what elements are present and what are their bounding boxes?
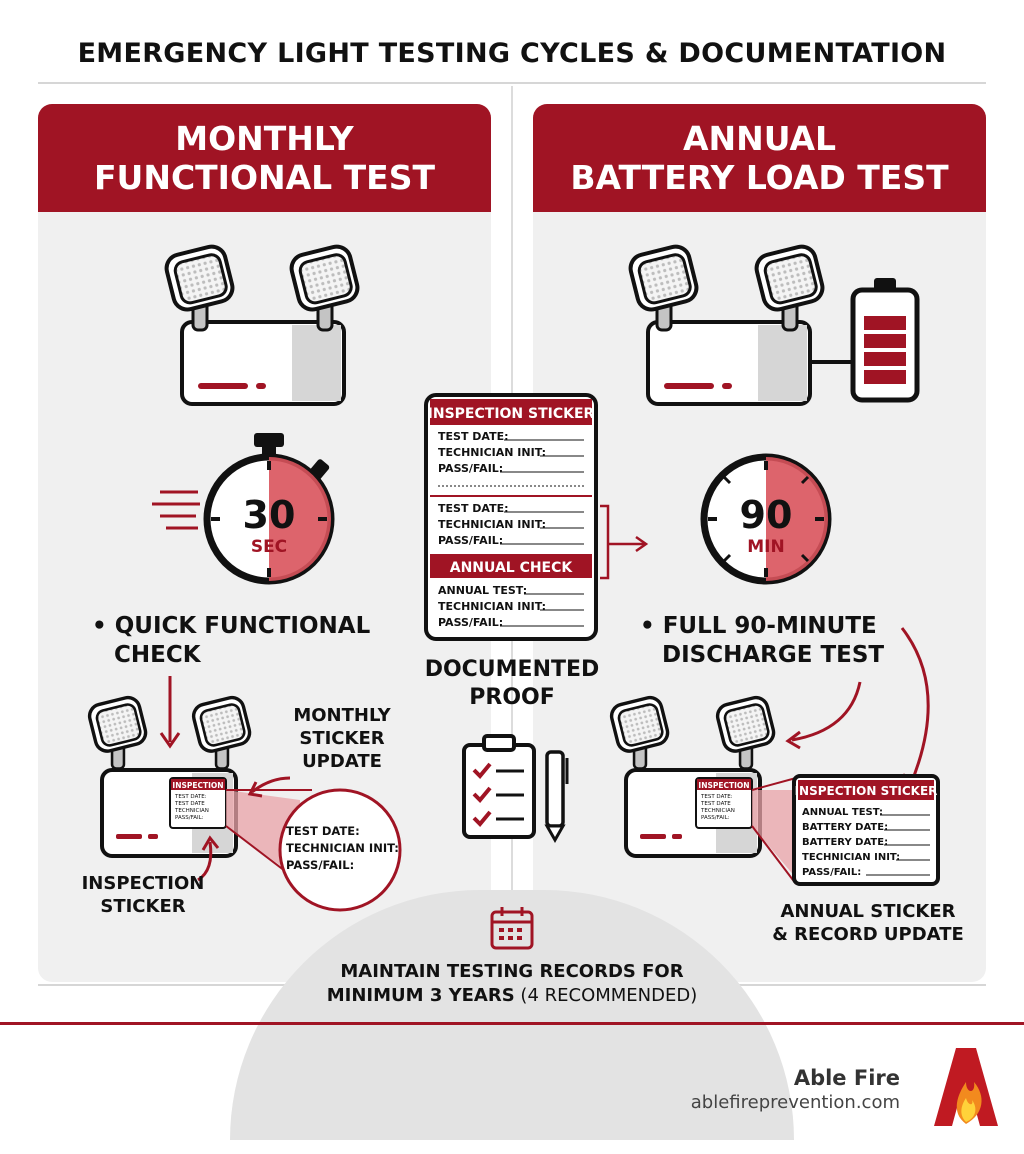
monthly-heading-line2: FUNCTIONAL TEST [93, 158, 436, 197]
annual-heading-line1: ANNUAL [682, 119, 837, 158]
monthly-mini-sticker-title: INSPECTION [172, 781, 224, 790]
center-sticker-line: TECHNICIAN INIT: [438, 446, 547, 459]
emergency-light-icon [164, 244, 361, 404]
brand-block [691, 1066, 900, 1113]
center-sticker-line: TECHNICIAN INIT: [438, 600, 547, 613]
page-title: EMERGENCY LIGHT TESTING CYCLES & DOCUMENTATION [77, 38, 947, 69]
center-sticker-line: TECHNICIAN INIT: [438, 518, 547, 531]
monthly-bullet-line1: QUICK FUNCTIONAL [114, 613, 371, 639]
center-sticker-line: TEST DATE: [438, 430, 509, 443]
documented-proof-label [412, 656, 612, 712]
brand-url[interactable]: ablefireprevention.com [690, 1092, 900, 1113]
annual-timer-value: 90 [739, 493, 793, 537]
documented-proof-line2: PROOF [469, 685, 555, 710]
records-line2-rest: (4 RECOMMENDED) [514, 985, 698, 1006]
center-sticker-line: TEST DATE: [438, 502, 509, 515]
annual-update-line2: & RECORD UPDATE [772, 924, 964, 945]
annual-bullet-line1: FULL 90-MINUTE [662, 613, 877, 639]
mini-sticker-line: TEST DATE [175, 801, 205, 807]
center-sticker-title: INSPECTION STICKER [427, 406, 595, 422]
monthly-heading-line1: MONTHLY [175, 119, 354, 158]
pen-icon [547, 752, 567, 840]
center-inspection-sticker [426, 395, 596, 639]
stopwatch-icon [152, 433, 331, 581]
update-label-line: STICKER [299, 728, 385, 749]
annual-inspection-sticker [794, 776, 938, 884]
mini-sticker-line: TECHNICIAN [175, 808, 209, 814]
annual-timer-unit: MIN [747, 537, 785, 557]
annual-bullet: • FULL 90-MINUTE DISCHARGE TEST [640, 613, 885, 668]
center-sticker-line: PASS/FAIL: [438, 616, 504, 629]
annual-big-sticker-title: INSPECTION STICKER [794, 784, 938, 798]
mini-sticker-line: TECHNICIAN [701, 808, 735, 814]
records-line2-bold: MINIMUM 3 YEARS [326, 985, 515, 1006]
update-label-line: UPDATE [302, 751, 382, 772]
monthly-timer-unit: SEC [250, 537, 288, 557]
annual-sticker-line: PASS/FAIL: [802, 867, 862, 878]
mini-sticker-line: PASS/FAIL: [175, 815, 204, 821]
sticker-label-line: INSPECTION [81, 873, 205, 894]
emergency-light-with-sticker-icon [609, 695, 776, 856]
stopwatch-icon [704, 457, 828, 581]
monthly-sticker-update-label [282, 704, 402, 773]
calendar-icon [492, 907, 532, 948]
annual-heading-line2: BATTERY LOAD TEST [570, 158, 949, 197]
brand-name: Able Fire [793, 1066, 900, 1090]
battery-icon [853, 278, 917, 400]
center-sticker-line: PASS/FAIL: [438, 534, 504, 547]
monthly-bullet-line2: CHECK [114, 642, 201, 668]
annual-bullet-line2: DISCHARGE TEST [662, 642, 885, 668]
annual-sticker-line: TECHNICIAN INIT: [802, 852, 901, 863]
inspection-sticker-label [70, 872, 216, 918]
annual-mini-sticker-title: INSPECTION [698, 781, 750, 790]
annual-update-line1: ANNUAL STICKER [780, 901, 956, 922]
monthly-timer-value: 30 [242, 493, 296, 537]
footer-divider [0, 1022, 1024, 1025]
records-retention-note [230, 960, 794, 1008]
zoom-line: PASS/FAIL: [286, 858, 355, 872]
center-sticker-line: ANNUAL TEST: [438, 584, 528, 597]
mini-sticker-line: PASS/FAIL: [701, 815, 730, 821]
clipboard-icon [464, 736, 534, 837]
update-label-line: MONTHLY [293, 705, 391, 726]
zoom-line: TEST DATE: [286, 824, 360, 838]
annual-sticker-line: BATTERY DATE: [802, 837, 889, 848]
annual-sticker-line: BATTERY DATE: [802, 822, 889, 833]
mini-sticker-line: TEST DATE: [701, 794, 733, 800]
records-line1: MAINTAIN TESTING RECORDS FOR [340, 961, 684, 982]
monthly-bullet: • QUICK FUNCTIONAL CHECK [92, 613, 371, 668]
mini-sticker-line: TEST DATE [701, 801, 731, 807]
annual-sticker-update-label [760, 900, 976, 946]
emergency-light-icon [628, 244, 852, 404]
zoom-line: TECHNICIAN INIT: [286, 841, 399, 855]
center-sticker-line: PASS/FAIL: [438, 462, 504, 475]
mini-sticker-line: TEST DATE: [175, 794, 207, 800]
annual-sticker-line: ANNUAL TEST: [802, 807, 884, 818]
sticker-label-line: STICKER [100, 896, 186, 917]
center-sticker-annual-header: ANNUAL CHECK [449, 560, 573, 576]
sticker-zoom-circle [280, 790, 400, 910]
able-fire-logo [934, 1048, 998, 1126]
documented-proof-line1: DOCUMENTED [424, 657, 600, 682]
